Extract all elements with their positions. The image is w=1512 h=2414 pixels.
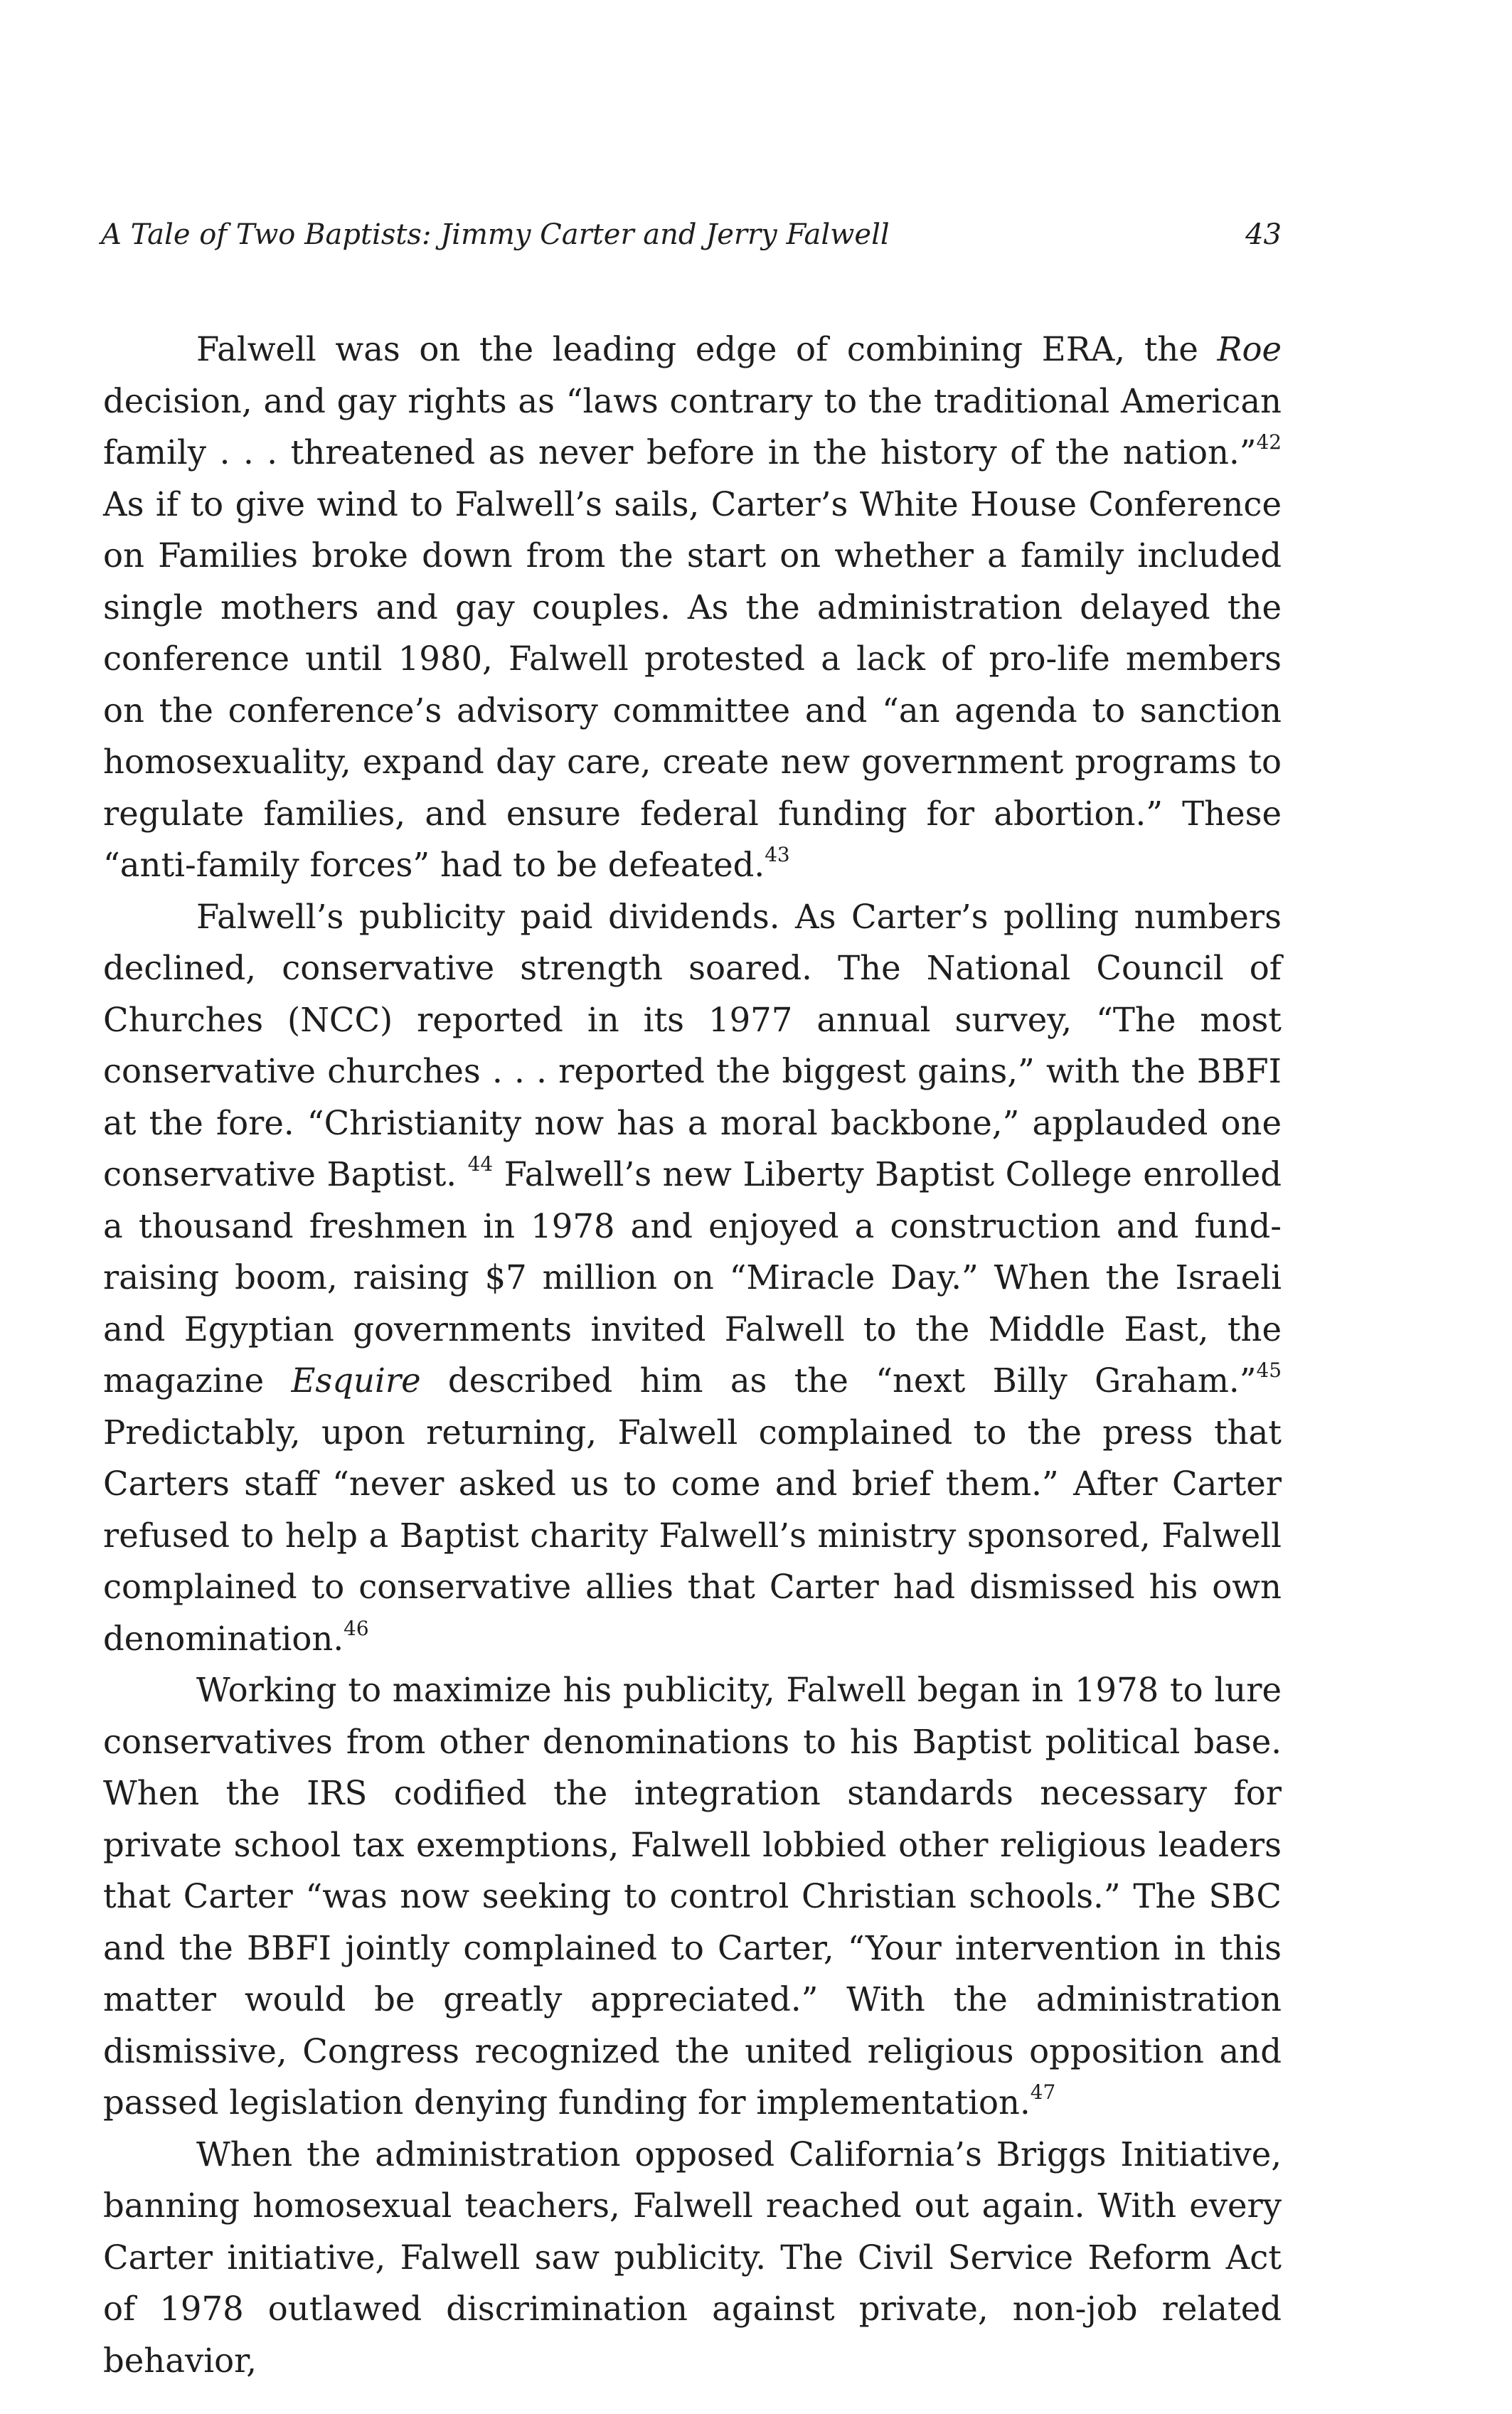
paragraph-3 — [103, 1664, 1282, 2129]
footnote-ref: 44 — [467, 1152, 494, 1176]
paragraph-text: described him as the “next Billy Graham.” — [420, 1361, 1257, 1400]
italic-title: Esquire — [291, 1361, 421, 1400]
paragraph-text: Falwell was on the leading edge of combining ERA, the — [196, 330, 1218, 368]
footnote-ref: 47 — [1030, 2080, 1056, 2105]
paragraph-2 — [103, 891, 1282, 1665]
page-number: 43 — [1245, 218, 1282, 251]
paragraph-text: decision, and gay rights as “laws contrary to the traditional American family . . . threatened as never before in the history of the nation.” — [103, 381, 1282, 472]
paragraph-text: When the administration opposed California’s Briggs Initiative, banning homosexual teachers, Falwell reached out again. With every Carter initiative, Falwell saw publicity. The Civil Service Reform Act of 1978 outlawed discrimination against private, non-job related behavior, — [103, 2134, 1282, 2380]
footnote-ref: 46 — [344, 1616, 369, 1640]
running-title — [101, 213, 890, 256]
footnote-ref: 43 — [765, 843, 790, 867]
italic-title: Roe — [1217, 330, 1282, 368]
paragraph-text: Predictably, upon returning, Falwell complained to the press that Carters staff “never asked us to come and brief them.” After Carter refused to help a Baptist charity Falwell’s ministry sponsored, Falwell complained to conservative allies that Carter had dismissed his own denomination. — [103, 1413, 1282, 1658]
paragraph-text: Working to maximize his publicity, Falwell began in 1978 to lure conservatives from other denominations to his Baptist political base. When the IRS codified the integration standards necessary for private school tax exemptions, Falwell lobbied other religious leaders that Carter “was now seeking to control Christian schools.” The SBC and the BBFI jointly complained to Carter, “Your intervention in this matter would be greatly appreciated.” With the administration dismissive, Congress recognized the united religious opposition and passed legislation denying funding for implementation. — [103, 1671, 1282, 2122]
paragraph-1 — [103, 324, 1282, 891]
running-head — [101, 213, 1282, 256]
footnote-ref: 45 — [1256, 1358, 1282, 1383]
paragraph-text: Falwell’s new Liberty Baptist College enrolled a thousand freshmen in 1978 and enjoyed a construction and fund-raising boom, raising $7 million on “Miracle Day.” When the Israeli and Egyptian governments invited Falwell to the Middle East, the magazine — [103, 1155, 1282, 1400]
running-title-part: Tale of Two — [130, 218, 296, 251]
body-text — [103, 324, 1282, 2386]
paragraph-text: As if to give wind to Falwell’s sails, Carter’s White House Conference on Families broke down from the start on whether a family included single mothers and gay couples. As the administration delayed the conference until 1980, Falwell protested a lack of pro-life members on the conference’s advisory committee and “an agenda to sanction homosexuality, expand day care, create new government programs to regulate families, and ensure federal funding for abortion.” These “anti-family forces” had to be defeated. — [103, 484, 1282, 884]
running-title-part: Baptists: Jimmy Carter and Jerry Falwell — [295, 218, 890, 251]
running-title-part: A — [101, 218, 131, 251]
paragraph-4 — [103, 2129, 1282, 2387]
paragraph-text: Falwell’s publicity paid dividends. As Carter’s polling numbers declined, conservative strength soared. The National Council of Churches (NCC) reported in its 1977 annual survey, “The most conservative churches . . . reported the biggest gains,” with the BBFI at the fore. “Christianity now has a moral backbone,” applauded one conservative Baptist. — [103, 897, 1282, 1193]
footnote-ref: 42 — [1256, 430, 1282, 454]
